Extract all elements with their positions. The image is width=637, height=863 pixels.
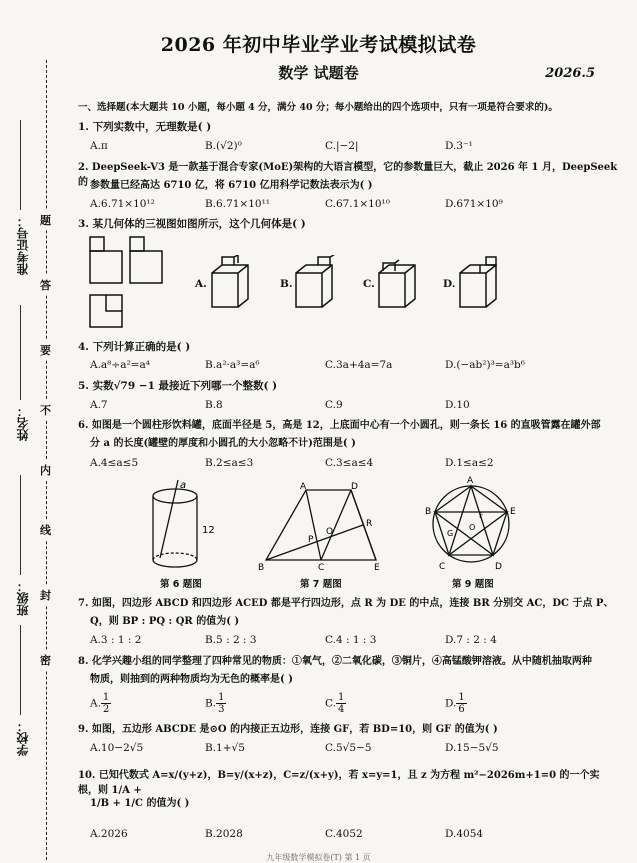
fig9-label-A: A <box>467 476 474 486</box>
fig9-caption: 第 9 题图 <box>452 579 494 590</box>
binding-margin <box>0 60 70 860</box>
q9-option-c[interactable]: C.5√5−5 <box>325 742 372 754</box>
q3-solid-a <box>208 255 258 315</box>
q3-option-c[interactable]: C. <box>363 278 375 290</box>
q3-option-b[interactable]: B. <box>280 278 293 290</box>
fig7-label-O: O <box>326 527 334 537</box>
q7-option-a[interactable]: A.3 : 1 : 2 <box>90 634 142 646</box>
q2-option-b[interactable]: B.6.71×10¹¹ <box>205 198 271 210</box>
q10-stem-line1: 10. 已知代数式 A=x/(y+z)，B=y/(x+z)，C=z/(x+y)，若 x=y=1，且 z 为方程 m²−2026m+1=0 的一个实根，则 1/A + <box>78 770 600 796</box>
q10-option-d[interactable]: D.4054 <box>445 828 484 840</box>
seal-char: 内 <box>40 460 51 480</box>
q6-option-b[interactable]: B.2≤a≤3 <box>205 457 254 469</box>
q4-option-b[interactable]: B.a²·a³=a⁶ <box>205 359 260 371</box>
seal-char: 不 <box>40 400 51 420</box>
q8-option-b[interactable]: B. $\frac{1}{3}$ <box>205 692 225 715</box>
q7-option-d[interactable]: D.7 : 2 : 4 <box>445 634 497 646</box>
parallelogram-figure <box>256 480 386 575</box>
school-label: 学校： <box>16 720 30 756</box>
q3-stem: 3. 某几何体的三视图如图所示，这个几何体是( ) <box>78 218 306 230</box>
fig9-label-C: C <box>439 562 446 572</box>
page-title: 2026 年初中毕业学业考试模拟试卷 <box>160 34 477 56</box>
q4-stem: 4. 下列计算正确的是( ) <box>78 341 191 353</box>
seal-char: 题 <box>40 210 51 230</box>
exam-date: 2026.5 <box>545 66 595 81</box>
exam-id-line <box>20 120 21 210</box>
fig7-label-R: R <box>366 519 373 529</box>
q8-stem-line1: 8. 化学兴趣小组的同学整理了四种常见的物质：①氧气，②二氧化碳，③铜片，④高锰酸钾溶液。从中随机抽取两种 <box>78 656 592 667</box>
q10-stem-line2: 1/B + 1/C 的值为( ) <box>90 798 190 809</box>
page-footer: 九年级数学模拟卷(T) 第 1 页 <box>266 853 371 862</box>
q6-option-d[interactable]: D.1≤a≤2 <box>445 457 494 469</box>
q2-option-c[interactable]: C.67.1×10¹⁰ <box>325 198 390 210</box>
q5-option-a[interactable]: A.7 <box>90 399 108 411</box>
q8-option-d[interactable]: D. $\frac{1}{6}$ <box>445 692 465 715</box>
q1-option-b[interactable]: B.(√2)⁰ <box>205 140 242 152</box>
exam-id-label: 准考证号： <box>16 215 30 275</box>
q2-option-a[interactable]: A.6.71×10¹² <box>90 198 155 210</box>
fig7-caption: 第 7 题图 <box>300 579 342 590</box>
cylinder-figure <box>140 478 220 578</box>
q8-option-a[interactable]: A. $\frac{1}{2}$ <box>90 692 110 715</box>
fig7-label-B: B <box>258 563 265 573</box>
q3-solid-b <box>292 255 342 315</box>
q6-option-c[interactable]: C.3≤a≤4 <box>325 457 374 469</box>
q9-option-d[interactable]: D.15−5√5 <box>445 742 499 754</box>
name-line <box>20 305 21 400</box>
q4-option-d[interactable]: D.(−ab²)³=a³b⁶ <box>445 359 525 371</box>
seal-char: 封 <box>40 585 51 605</box>
fig6-height-label: 12 <box>202 525 215 536</box>
q3-solid-d <box>456 255 506 315</box>
fig7-label-C: C <box>318 563 325 573</box>
name-label: 姓名： <box>16 405 30 441</box>
q9-option-a[interactable]: A.10−2√5 <box>90 742 144 754</box>
q7-stem-line2: Q，则 BP : PQ : QR 的值为( ) <box>90 616 240 627</box>
fig9-label-B: B <box>425 507 432 517</box>
q10-option-b[interactable]: B.2028 <box>205 828 243 840</box>
q2-stem-line2: 参数量已经高达 6710 亿，将 6710 亿用科学记数法表示为( ) <box>90 180 373 191</box>
three-views-figure <box>88 235 168 335</box>
seal-char: 答 <box>40 275 51 295</box>
q6-option-a[interactable]: A.4≤a≤5 <box>90 457 139 469</box>
fig6-caption: 第 6 题图 <box>160 579 202 590</box>
fig9-label-E: E <box>510 507 516 517</box>
q1-option-c[interactable]: C.|−2| <box>325 140 359 152</box>
q8-option-c[interactable]: C. $\frac{1}{4}$ <box>325 692 345 715</box>
fig9-label-G: G <box>447 529 454 538</box>
page-subtitle: 数学 试题卷 <box>278 64 359 82</box>
q3-option-a[interactable]: A. <box>195 278 207 290</box>
q5-stem: 5. 实数√79 −1 最接近下列哪一个整数( ) <box>78 380 278 392</box>
fig7-label-D: D <box>351 482 358 492</box>
seal-char: 密 <box>40 650 51 670</box>
q6-stem-line2: 分 a 的长度(罐壁的厚度和小圆孔的大小忽略不计)范围是( ) <box>90 438 356 449</box>
q10-option-a[interactable]: A.2026 <box>90 828 128 840</box>
fig6-a-label: a <box>180 480 187 491</box>
fig7-label-A: A <box>300 482 307 492</box>
q4-option-a[interactable]: A.a⁸÷a²=a⁴ <box>90 359 150 371</box>
fig9-label-O: O <box>469 523 476 532</box>
fig9-label-D: D <box>495 562 502 572</box>
school-line <box>20 625 21 715</box>
q9-stem: 9. 如图，五边形 ABCDE 是⊙O 的内接正五边形，连接 GF，若 BD=10，则 GF 的值为( ) <box>78 724 498 735</box>
q7-option-c[interactable]: C.4 : 1 : 3 <box>325 634 377 646</box>
q10-option-c[interactable]: C.4052 <box>325 828 363 840</box>
q7-stem-line1: 7. 如图，四边形 ABCD 和四边形 ACED 都是平行四边形，点 R 为 DE 的中点，连接 BR 分别交 AC，DC 于点 P、 <box>78 598 614 609</box>
q2-option-d[interactable]: D.671×10⁹ <box>445 198 503 210</box>
q9-option-b[interactable]: B.1+√5 <box>205 742 245 754</box>
fig9-label-F: F <box>479 511 484 520</box>
q5-option-d[interactable]: D.10 <box>445 399 470 411</box>
q7-option-b[interactable]: B.5 : 2 : 3 <box>205 634 257 646</box>
seal-char: 线 <box>40 520 51 540</box>
q5-option-c[interactable]: C.9 <box>325 399 343 411</box>
q5-option-b[interactable]: B.8 <box>205 399 223 411</box>
fig7-label-P: P <box>308 535 314 545</box>
q6-stem-line1: 6. 如图是一个圆柱形饮料罐，底面半径是 5，高是 12，上底面中心有一个小圆孔，则一条长 16 的直吸管露在罐外部 <box>78 420 601 431</box>
class-line <box>20 475 21 575</box>
fig7-label-E: E <box>374 563 380 573</box>
seal-char: 要 <box>40 340 51 360</box>
q1-option-a[interactable]: A.π <box>90 140 108 152</box>
q3-solid-c <box>375 255 425 315</box>
q1-option-d[interactable]: D.3⁻¹ <box>445 140 473 152</box>
q8-stem-line2: 物质，则抽到的两种物质均为无色的概率是( ) <box>90 674 293 685</box>
q4-option-c[interactable]: C.3a+4a=7a <box>325 359 393 371</box>
class-label: 班级： <box>16 580 30 616</box>
q1-stem: 1. 下列实数中，无理数是( ) <box>78 121 212 133</box>
pentagon-circle-figure <box>425 472 520 577</box>
section-intro: 一、选择题(本大题共 10 小题，每小题 4 分，满分 40 分；每小题给出的四个选项中，只有一项是符合要求的)。 <box>78 102 558 113</box>
q3-option-d[interactable]: D. <box>443 278 456 290</box>
q2-stem-line1: 2. DeepSeek-V3 是一款基于混合专家(MoE)架构的大语言模型，它的参数量巨大，截止 2026 年 1 月，DeepSeek 的 <box>78 162 618 188</box>
